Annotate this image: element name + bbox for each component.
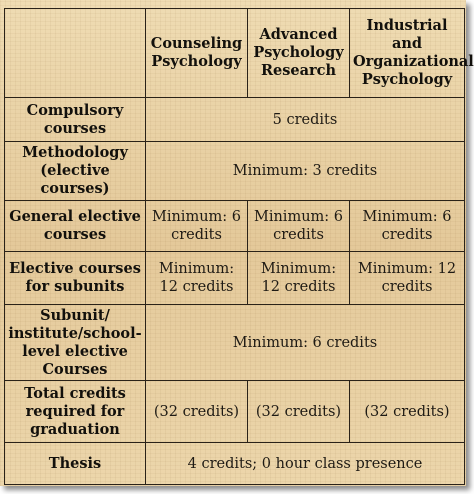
value-compulsory: 5 credits (146, 98, 465, 142)
row-label-thesis: Thesis (5, 443, 146, 485)
table-row (5, 201, 465, 252)
row-label-total-credits: Total credits required for graduation (5, 381, 146, 443)
value-subunit-level-elective: Minimum: 6 credits (146, 305, 465, 381)
value-general-elective-counseling: Minimum: 6 credits (146, 201, 248, 252)
value-general-elective-industrial: Minimum: 6 credits (350, 201, 465, 252)
value-elective-subunits-industrial: Minimum: 12 credits (350, 252, 465, 305)
table-row (5, 443, 465, 485)
row-label-methodology: Methodology (elective courses) (5, 142, 146, 201)
table-row (5, 142, 465, 201)
value-total-credits-advanced: (32 credits) (248, 381, 350, 443)
table-row (5, 98, 465, 142)
value-general-elective-advanced: Minimum: 6 credits (248, 201, 350, 252)
value-elective-subunits-counseling: Minimum: 12 credits (146, 252, 248, 305)
table-row (5, 305, 465, 381)
value-methodology: Minimum: 3 credits (146, 142, 465, 201)
value-total-credits-counseling: (32 credits) (146, 381, 248, 443)
value-total-credits-industrial: (32 credits) (350, 381, 465, 443)
row-label-general-elective: General elective courses (5, 201, 146, 252)
corner-cell (5, 9, 146, 98)
value-elective-subunits-advanced: Minimum: 12 credits (248, 252, 350, 305)
row-label-subunit-level-elective: Subunit/ institute/school-level elective Courses (5, 305, 146, 381)
header-row (5, 9, 465, 98)
table-row (5, 252, 465, 305)
row-label-compulsory: Compulsory courses (5, 98, 146, 142)
column-header-advanced-research: Advanced Psychology Research (248, 9, 350, 98)
table-row (5, 381, 465, 443)
credit-requirements-table (4, 8, 474, 485)
column-header-counseling: Counseling Psychology (146, 9, 248, 98)
value-thesis: 4 credits; 0 hour class presence (146, 443, 465, 485)
column-header-industrial-organizational: Industrial and Organizational Psychology (350, 9, 465, 98)
row-label-elective-subunits: Elective courses for subunits (5, 252, 146, 305)
